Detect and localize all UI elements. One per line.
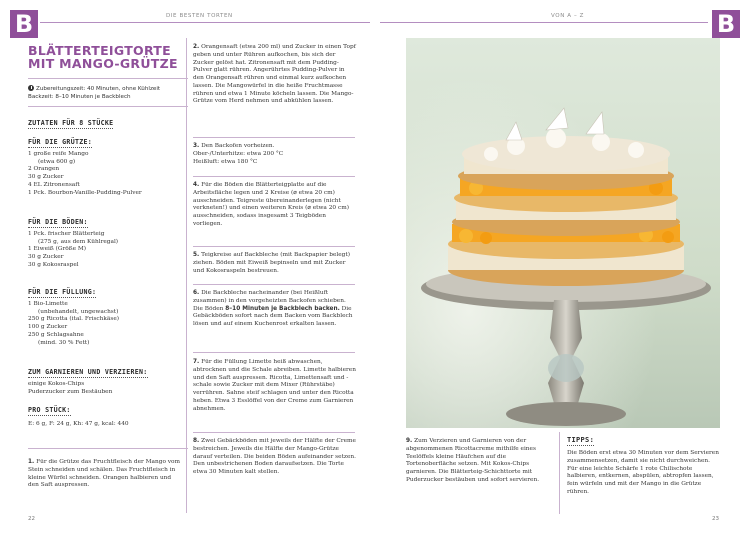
step-6	[193, 290, 357, 329]
ingredient-item: (unbehandelt, ungewachst)	[38, 308, 119, 315]
ingredient-list-gruetze	[28, 151, 188, 197]
chapter-letter-left: B	[10, 10, 38, 38]
header-rule-left	[40, 22, 370, 23]
step-text: Für die Grütze das Fruchtfleisch der Mango vom Stein schneiden und schälen. Das Fruchtfleisch in kleine Würfel schneiden. Orangen halbieren und den Saft auspressen.	[28, 459, 181, 489]
ingredient-list-fuellung	[28, 301, 188, 347]
step-text: Für die Böden die Blätterteigplatte auf die Arbeitsfläche legen und 2 Kreise (⌀ etwa 20 cm) ausschneiden. Teigreste übereinanderlegen (nicht verkneten!) und einen weiteren Kreis (⌀ etwa 20 cm) ausschneiden, sodass insgesamt 3 Teigböden vorliegen.	[193, 182, 349, 227]
step-rule	[193, 432, 355, 433]
step-number: 9.	[406, 438, 413, 444]
step-7	[193, 359, 357, 413]
recipe-title-line1: BLÄTTERTEIGTORTE	[28, 43, 171, 58]
title-rule	[28, 78, 188, 79]
ingredient-item: (mind. 30 % Fett)	[38, 339, 90, 346]
ingredient-item: Puderzucker zum Bestäuben	[28, 388, 113, 395]
tips-heading: TIPPS:	[567, 436, 595, 444]
page-number-right: 23	[712, 516, 719, 522]
group-heading-fuellung: FÜR DIE FÜLLUNG:	[28, 288, 97, 296]
step-3	[193, 143, 357, 166]
step-highlight: 8–10 Minuten je Backblech backen.	[225, 305, 340, 312]
group-heading-boeden: FÜR DIE BÖDEN:	[28, 218, 88, 226]
clock-icon	[28, 85, 34, 91]
step-8	[193, 438, 357, 477]
step-text: Die Backbleche nacheinander (bei Heißluft zusammen) in den vorgeheizten Backofen schieben. Die Böden	[193, 290, 346, 312]
step-rule	[193, 284, 355, 285]
recipe-title	[28, 44, 188, 70]
group-heading-gruetze: FÜR DIE GRÜTZE:	[28, 138, 93, 146]
tip-2: Für eine leichte Schärfe 1 rote Chilischote halbieren, entkernen, abspülen, abtropfen lassen, fein würfeln und mit der Mango in die Grütze rühren.	[567, 465, 714, 495]
step-text: Die Gebäckböden sofort nach dem Backen vom Backblech lösen und auf einem Kuchenrost erkalten lassen.	[193, 305, 353, 327]
ingredient-item: 2 Orangen	[28, 166, 60, 173]
oven-convection: Heißluft: etwa 180 °C	[193, 158, 258, 165]
tips-body	[567, 450, 723, 497]
page-number-left: 22	[28, 516, 35, 522]
prep-time: Zubereitungszeit: 40 Minuten, ohne Kühlzeit	[36, 86, 161, 92]
ingredient-item: 30 g Kokosraspel	[28, 261, 79, 268]
nutrition-text: E: 6 g, F: 24 g, Kh: 47 g, kcal: 440	[28, 421, 129, 427]
meta-rule	[28, 106, 188, 107]
step-rule	[193, 137, 355, 138]
ingredient-item: 1 Bio-Limette	[28, 301, 68, 307]
tip-1: Die Böden erst etwa 30 Minuten vor dem Servieren zusammensetzen, damit sie nicht durchweichen.	[567, 450, 719, 464]
step-number: 1.	[28, 459, 35, 465]
step-5	[193, 252, 357, 275]
ingredient-item: 30 g Zucker	[28, 254, 64, 261]
step-text: Orangensaft (etwa 200 ml) und Zucker in einen Topf geben und unter Rühren aufkochen, bis sich der Zucker gelöst hat. Zitronensaft mit dem Pudding-Pulver glatt rühren. Angerührtes Pudding-Pulver in den Orangensaft rühren und einmal kurz aufkochen lassen. Die Mangowürfel in die heiße Fruchtmasse rühren und etwa 1 Minute köcheln lassen. Die Mango-Grütze vom Herd nehmen und abkühlen lassen.	[193, 44, 356, 105]
running-head-right: VON A – Z	[551, 13, 585, 19]
step-9	[406, 438, 554, 485]
step-2	[193, 44, 357, 106]
step-number: 8.	[193, 438, 200, 444]
ingredient-item: 4 EL Zitronensaft	[28, 181, 80, 188]
step-number: 6.	[193, 290, 200, 296]
ingredient-item: 1 Pck. frischer Blätterteig	[28, 231, 105, 237]
step-number: 3.	[193, 143, 200, 149]
cake-illustration	[406, 38, 720, 428]
oven-top-bottom: Ober-/Unterhitze: etwa 200 °C	[193, 150, 284, 157]
prep-info	[28, 85, 188, 101]
step1-rule	[28, 448, 188, 449]
nutrition-values	[28, 421, 188, 429]
ingredient-list-garnieren	[28, 381, 188, 396]
ingredient-item: einige Kokos-Chips	[28, 381, 85, 387]
step-number: 5.	[193, 252, 200, 258]
step-1	[28, 459, 183, 490]
ingredient-item: 1 große reife Mango	[28, 151, 89, 157]
running-head-left: DIE BESTEN TORTEN	[166, 13, 233, 19]
ingredient-item: 1 Pck. Bourbon-Vanille-Pudding-Pulver	[28, 189, 142, 196]
ingredient-item: 30 g Zucker	[28, 174, 64, 181]
yield-heading: ZUTATEN FÜR 8 STÜCKE	[28, 119, 114, 127]
ingredient-item: 250 g Schlagsahne	[28, 331, 84, 338]
step-rule	[193, 246, 355, 247]
step-number: 4.	[193, 182, 200, 188]
ingredient-item: 100 g Zucker	[28, 324, 68, 331]
step-text: Den Backofen vorheizen.	[201, 143, 275, 149]
recipe-title-line2: MIT MANGO-GRÜTZE	[28, 56, 178, 71]
chapter-letter-right: B	[712, 10, 740, 38]
cake-photo	[406, 38, 720, 428]
step-text: Zum Verzieren und Garnieren von der abgenommenen Ricottacreme mithilfe eines Teelöffels kleine Häufchen auf die Tortenoberfläche setzen. Mit Kokos-Chips garnieren. Die Blätterteig-Schichttorte mit Puderzucker bestäuben und sofort servieren.	[406, 438, 540, 483]
ingredient-item: 1 Eiweiß (Größe M)	[28, 246, 87, 253]
step-number: 7.	[193, 359, 200, 365]
group-heading-garnieren: ZUM GARNIEREN UND VERZIEREN:	[28, 368, 148, 376]
step-number: 2.	[193, 44, 200, 50]
step-text: Teigkreise auf Backbleche (mit Backpapier belegt) ziehen. Böden mit Eiweiß bepinseln und mit Zucker und Kokosraspeln bestreuen.	[193, 252, 350, 274]
bake-time: Backzeit: 8–10 Minuten je Backblech	[28, 93, 131, 100]
ingredient-item: 250 g Ricotta (ital. Frischkäse)	[28, 316, 120, 323]
column-divider	[186, 38, 187, 513]
ingredient-item: (275 g, aus dem Kühlregal)	[38, 238, 119, 245]
step-rule	[193, 352, 355, 353]
step-text: Für die Füllung Limette heiß abwaschen, abtrocknen und die Schale abreiben. Limette halbieren und den Saft auspressen. Ricotta, Limettensaft und -schale sowie Zucker mit dem Mixer (Rührstäbe) verrühren. Sahne steif schlagen und unter den Ricotta heben. Etwa 3 Esslöffel von der Creme zum Garnieren abnehmen.	[193, 359, 356, 412]
ingredient-item: (etwa 600 g)	[38, 158, 76, 165]
step-4	[193, 182, 357, 229]
step-text: Zwei Gebäckböden mit jeweils der Hälfte der Creme bestreichen. Jeweils die Hälfte der Mango-Grütze darauf verteilen. Die beiden Böden aufeinander setzen. Den unbestrichenen Boden daraufsetzen. Die Torte etwa 30 Minuten kalt stellen.	[193, 438, 356, 475]
ingredient-list-boeden	[28, 231, 188, 270]
column-divider	[559, 432, 560, 514]
step-rule	[193, 176, 355, 177]
nutrition-heading: PRO STÜCK:	[28, 406, 71, 414]
header-rule-right	[380, 22, 708, 23]
